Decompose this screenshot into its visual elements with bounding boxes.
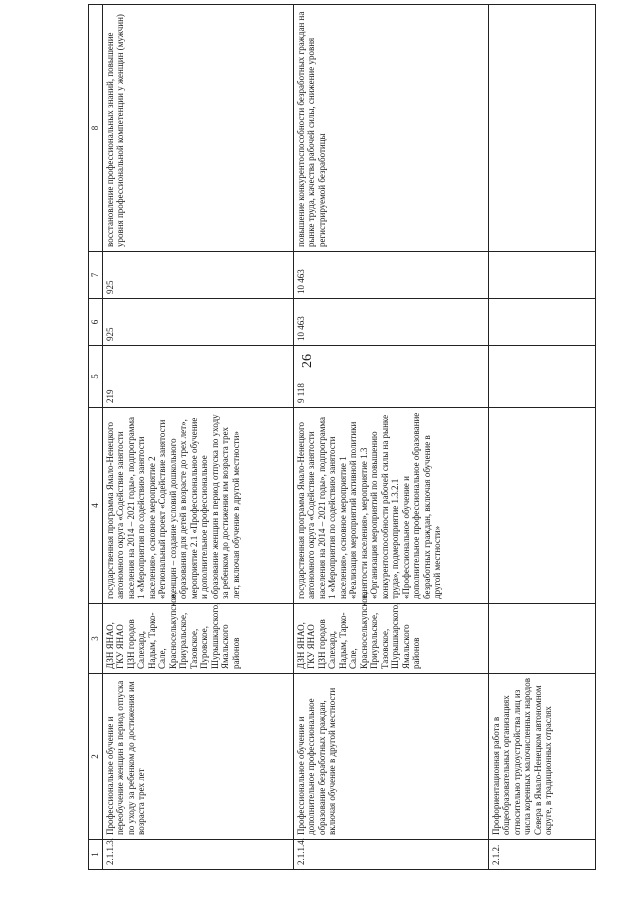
row-value-6: 925 <box>102 299 293 346</box>
row-program <box>488 408 595 604</box>
header-row <box>89 5 103 870</box>
header-cell: 2 <box>89 674 103 840</box>
row-value-6 <box>488 299 595 346</box>
table-row <box>102 5 293 870</box>
measures-table <box>88 4 596 870</box>
row-value-5: 9 118 <box>293 346 488 408</box>
row-value-7: 925 <box>102 252 293 299</box>
header-cell: 4 <box>89 408 103 604</box>
row-id: 2.1.2. <box>488 840 595 870</box>
row-name: Профессиональное обучение и дополнительное профессиональное образование безработных граждан, включая обучение в другой местности <box>293 674 488 840</box>
header-cell: 1 <box>89 840 103 870</box>
table-row <box>293 5 488 870</box>
header-cell: 3 <box>89 604 103 674</box>
row-value-7 <box>488 252 595 299</box>
row-executor: ДЗН ЯНАО, ГКУ ЯНАО ЦЗН городов Салехард, Надым, Тарко-Сале, Красноселькупское, Приуральское, Тазовское, Шурышкарского, Ямальского районов <box>293 604 488 674</box>
row-id: 2.1.1.3. <box>102 840 293 870</box>
row-executor <box>488 604 595 674</box>
row-value-7: 10 463 <box>293 252 488 299</box>
header-cell: 5 <box>89 346 103 408</box>
row-result: восстановление профессиональных знаний, повышение уровня профессиональной компетенции у женщин (мужчин) <box>102 5 293 252</box>
row-program: государственная программа Ямало-Ненецкого автономного округа «Содействие занятости населения на 2014 – 2021 годы», подпрограмма 1 «Мероприятия по содействию занятости населения», основное мероприятие 1 «Реализация мероприятий активной политики занятости населения», мероприятие 1.3 «Организация мероприятий по повышению конкурентоспособности рабочей силы на рынке труда», подмероприятие 1.3.2.1 «Профессиональное обучение и дополнительное профессиональное образование безработных граждан, включая обучение в другой местности» <box>293 408 488 604</box>
row-name: Профессиональное обучение и переобучение женщин в период отпуска по уходу за ребенком до достижения им возраста трех лет <box>102 674 293 840</box>
row-id: 2.1.1.4. <box>293 840 488 870</box>
header-cell: 6 <box>89 299 103 346</box>
row-value-5 <box>488 346 595 408</box>
page-number: 26 <box>300 354 315 368</box>
header-cell: 7 <box>89 252 103 299</box>
row-name: Профориентационная работа в общеобразовательных организациях относительно трудоустройства лиц из числа коренных малочисленных народов Севера в Ямало-Ненецком автономном округе, в традиционных отраслях <box>488 674 595 840</box>
table-row <box>488 5 595 870</box>
row-executor: ДЗН ЯНАО, ГКУ ЯНАО ЦЗН городов Салехард, Надым, Тарко-Сале, Красноселькупское, Приуральское, Тазовское, Пуровское, Шурышкарского, Ямальского районов <box>102 604 293 674</box>
rotated-page <box>88 5 613 870</box>
row-result <box>488 5 595 252</box>
header-cell: 8 <box>89 5 103 252</box>
row-value-6: 10 463 <box>293 299 488 346</box>
row-program: государственная программа Ямало-Ненецкого автономного округа «Содействие занятости населения на 2014 – 2021 годы», подпрограмма 1 «Мероприятия по содействию занятости населения», основное мероприятие 2 «Региональный проект «Содействие занятости женщин – создание условий дошкольного образования для детей в возрасте до трех лет», мероприятие 2.1 «Профессиональное обучение и дополнительное профессиональное образование женщин в период отпуска по уходу за ребенком до достижения им возраста трех лет, включая обучение в другой местности» <box>102 408 293 604</box>
row-value-5: 219 <box>102 346 293 408</box>
row-result: повышение конкурентоспособности безработных граждан на рынке труда, качества рабочей силы, снижение уровня регистрируемой безработицы <box>293 5 488 252</box>
